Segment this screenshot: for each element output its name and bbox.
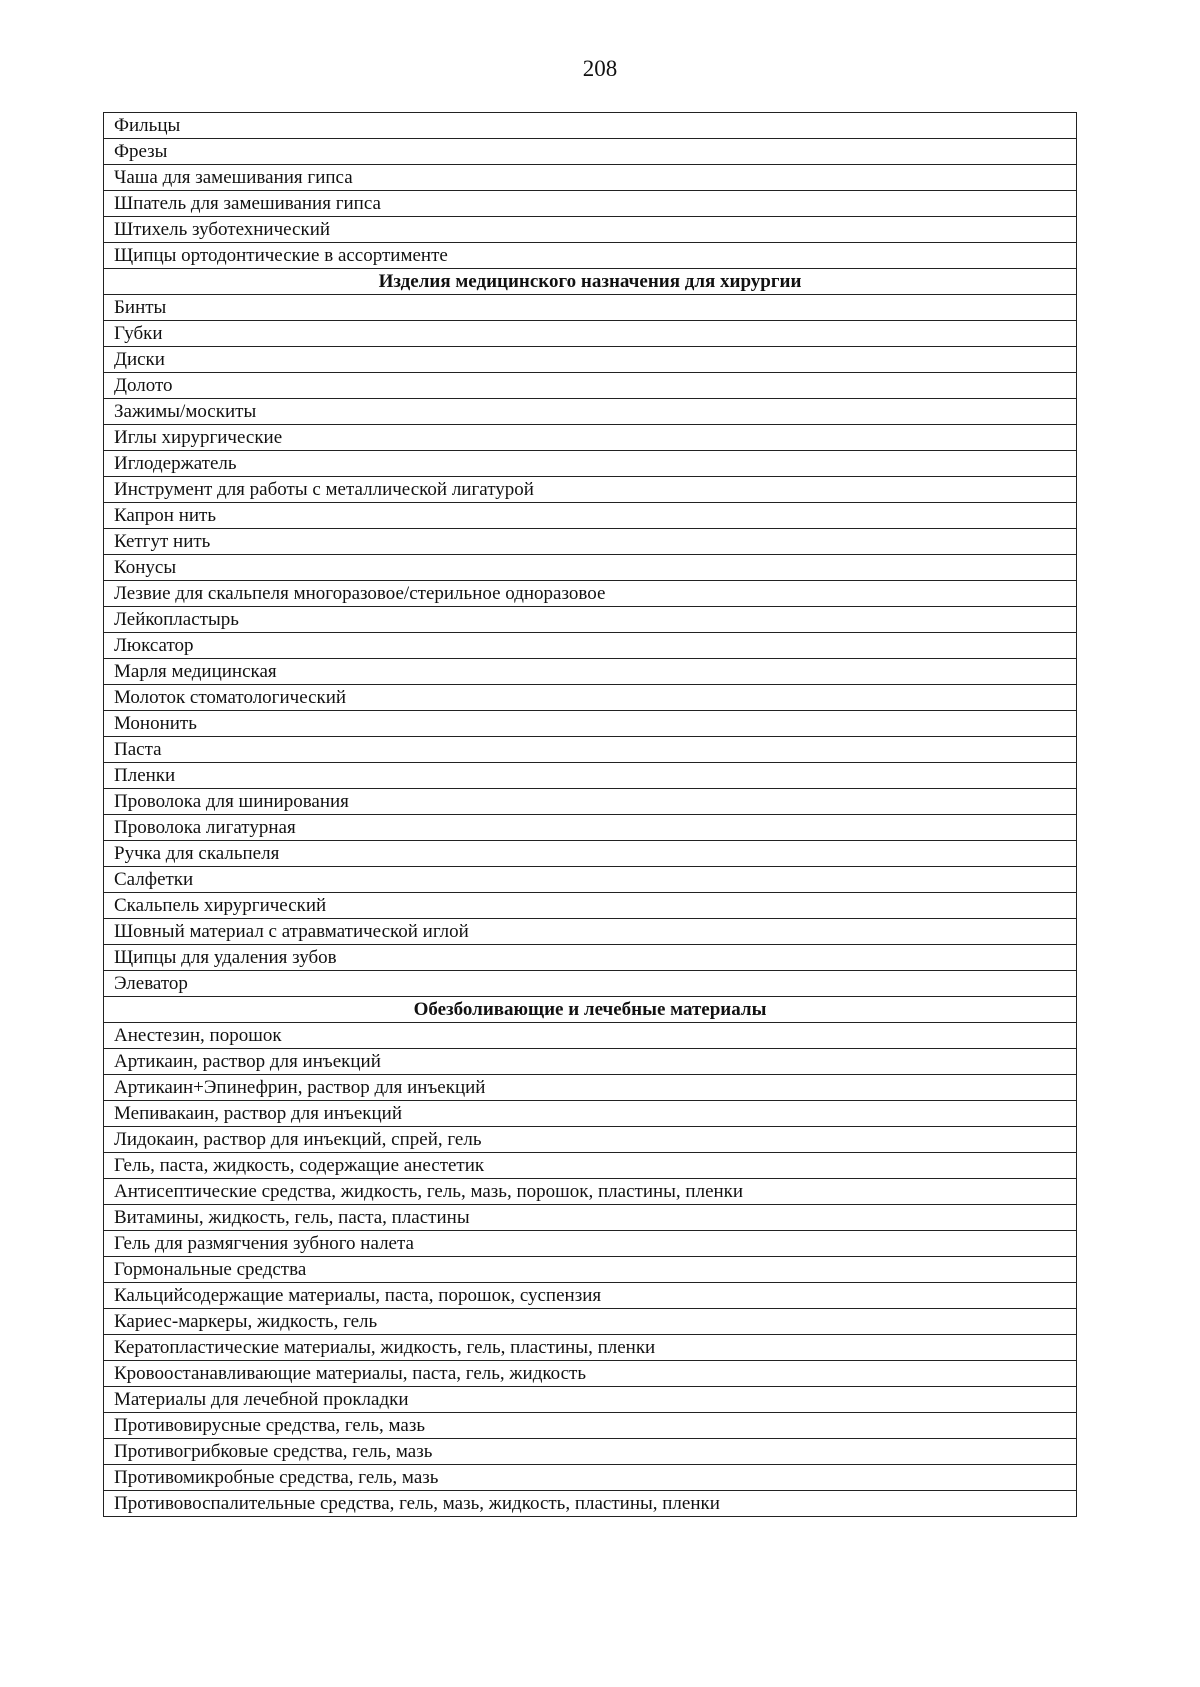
table-row <box>104 1257 1077 1283</box>
table-row <box>104 867 1077 893</box>
item-cell: Капрон нить <box>104 503 1077 529</box>
table-row <box>104 711 1077 737</box>
table-row <box>104 1387 1077 1413</box>
table-row <box>104 503 1077 529</box>
table-row <box>104 1439 1077 1465</box>
items-table <box>103 112 1077 1517</box>
table-row <box>104 321 1077 347</box>
table-row <box>104 347 1077 373</box>
item-cell: Фильцы <box>104 113 1077 139</box>
item-cell: Губки <box>104 321 1077 347</box>
items-table-body <box>104 113 1077 1517</box>
table-row <box>104 399 1077 425</box>
table-row <box>104 763 1077 789</box>
item-cell: Витамины, жидкость, гель, паста, пластины <box>104 1205 1077 1231</box>
item-cell: Кетгут нить <box>104 529 1077 555</box>
table-row <box>104 529 1077 555</box>
item-cell: Шовный материал с атравматической иглой <box>104 919 1077 945</box>
table-row <box>104 685 1077 711</box>
item-cell: Проволока лигатурная <box>104 815 1077 841</box>
item-cell: Щипцы ортодонтические в ассортименте <box>104 243 1077 269</box>
table-row <box>104 113 1077 139</box>
item-cell: Люксатор <box>104 633 1077 659</box>
table-row <box>104 841 1077 867</box>
table-row <box>104 1127 1077 1153</box>
item-cell: Анестезин, порошок <box>104 1023 1077 1049</box>
item-cell: Гель для размягчения зубного налета <box>104 1231 1077 1257</box>
table-row <box>104 555 1077 581</box>
table-row <box>104 945 1077 971</box>
item-cell: Кератопластические материалы, жидкость, гель, пластины, пленки <box>104 1335 1077 1361</box>
table-row <box>104 607 1077 633</box>
item-cell: Фрезы <box>104 139 1077 165</box>
table-row <box>104 1465 1077 1491</box>
item-cell: Ручка для скальпеля <box>104 841 1077 867</box>
table-row <box>104 243 1077 269</box>
item-cell: Скальпель хирургический <box>104 893 1077 919</box>
item-cell: Кальцийсодержащие материалы, паста, порошок, суспензия <box>104 1283 1077 1309</box>
item-cell: Конусы <box>104 555 1077 581</box>
table-row <box>104 451 1077 477</box>
table-row <box>104 1231 1077 1257</box>
item-cell: Элеватор <box>104 971 1077 997</box>
item-cell: Лезвие для скальпеля многоразовое/стерильное одноразовое <box>104 581 1077 607</box>
table-row <box>104 789 1077 815</box>
table-row <box>104 737 1077 763</box>
table-row <box>104 165 1077 191</box>
item-cell: Мепивакаин, раствор для инъекций <box>104 1101 1077 1127</box>
item-cell: Чаша для замешивания гипса <box>104 165 1077 191</box>
item-cell: Мононить <box>104 711 1077 737</box>
item-cell: Артикаин, раствор для инъекций <box>104 1049 1077 1075</box>
table-row <box>104 893 1077 919</box>
table-row <box>104 1309 1077 1335</box>
table-row <box>104 1361 1077 1387</box>
item-cell: Гормональные средства <box>104 1257 1077 1283</box>
table-row <box>104 1179 1077 1205</box>
table-row <box>104 295 1077 321</box>
table-row <box>104 1491 1077 1517</box>
item-cell: Лидокаин, раствор для инъекций, спрей, гель <box>104 1127 1077 1153</box>
item-cell: Зажимы/москиты <box>104 399 1077 425</box>
item-cell: Противогрибковые средства, гель, мазь <box>104 1439 1077 1465</box>
item-cell: Диски <box>104 347 1077 373</box>
table-row <box>104 1153 1077 1179</box>
table-row <box>104 633 1077 659</box>
table-row <box>104 971 1077 997</box>
item-cell: Материалы для лечебной прокладки <box>104 1387 1077 1413</box>
table-row <box>104 1049 1077 1075</box>
table-row <box>104 815 1077 841</box>
item-cell: Антисептические средства, жидкость, гель, мазь, порошок, пластины, пленки <box>104 1179 1077 1205</box>
table-row <box>104 1335 1077 1361</box>
item-cell: Марля медицинская <box>104 659 1077 685</box>
table-row <box>104 1413 1077 1439</box>
item-cell: Артикаин+Эпинефрин, раствор для инъекций <box>104 1075 1077 1101</box>
table-row <box>104 191 1077 217</box>
item-cell: Щипцы для удаления зубов <box>104 945 1077 971</box>
item-cell: Салфетки <box>104 867 1077 893</box>
item-cell: Долото <box>104 373 1077 399</box>
item-cell: Молоток стоматологический <box>104 685 1077 711</box>
item-cell: Штихель зуботехнический <box>104 217 1077 243</box>
table-row <box>104 1023 1077 1049</box>
table-row <box>104 477 1077 503</box>
table-row <box>104 919 1077 945</box>
item-cell: Иглы хирургические <box>104 425 1077 451</box>
page-number: 208 <box>582 56 618 81</box>
table-row <box>104 425 1077 451</box>
item-cell: Гель, паста, жидкость, содержащие анестетик <box>104 1153 1077 1179</box>
item-cell: Инструмент для работы с металлической лигатурой <box>104 477 1077 503</box>
item-cell: Кровоостанавливающие материалы, паста, гель, жидкость <box>104 1361 1077 1387</box>
table-row <box>104 1205 1077 1231</box>
item-cell: Паста <box>104 737 1077 763</box>
item-cell: Противовирусные средства, гель, мазь <box>104 1413 1077 1439</box>
section-header-cell: Изделия медицинского назначения для хирургии <box>104 269 1077 295</box>
item-cell: Противомикробные средства, гель, мазь <box>104 1465 1077 1491</box>
section-header-row <box>104 997 1077 1023</box>
section-header-cell: Обезболивающие и лечебные материалы <box>104 997 1077 1023</box>
item-cell: Иглодержатель <box>104 451 1077 477</box>
item-cell: Кариес-маркеры, жидкость, гель <box>104 1309 1077 1335</box>
table-row <box>104 1101 1077 1127</box>
table-row <box>104 373 1077 399</box>
table-row <box>104 659 1077 685</box>
table-row <box>104 1283 1077 1309</box>
item-cell: Пленки <box>104 763 1077 789</box>
item-cell: Проволока для шинирования <box>104 789 1077 815</box>
table-row <box>104 217 1077 243</box>
item-cell: Лейкопластырь <box>104 607 1077 633</box>
item-cell: Бинты <box>104 295 1077 321</box>
section-header-row <box>104 269 1077 295</box>
item-cell: Противовоспалительные средства, гель, мазь, жидкость, пластины, пленки <box>104 1491 1077 1517</box>
table-row <box>104 139 1077 165</box>
item-cell: Шпатель для замешивания гипса <box>104 191 1077 217</box>
table-row <box>104 581 1077 607</box>
table-row <box>104 1075 1077 1101</box>
